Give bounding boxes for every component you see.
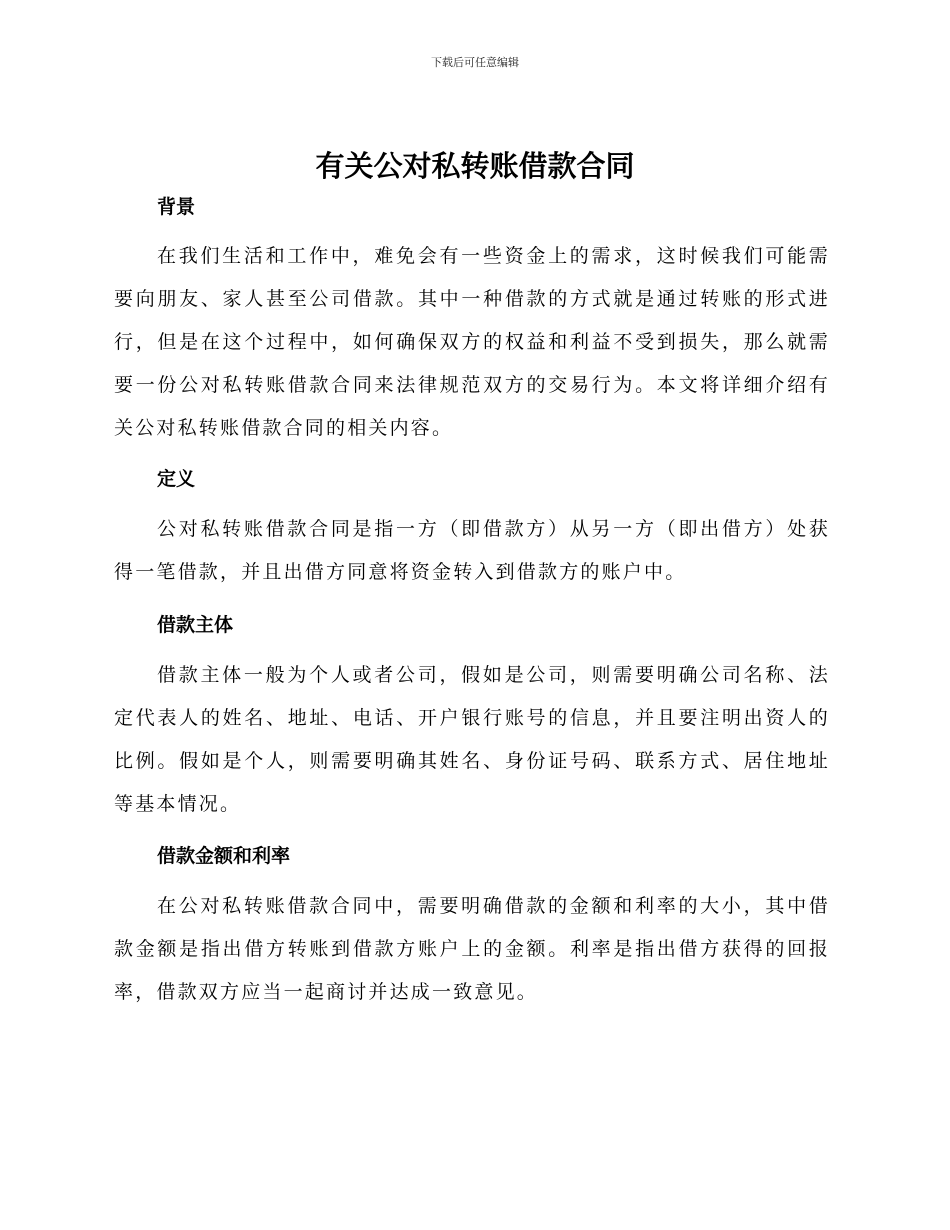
- section-heading-background: 背景: [157, 196, 196, 218]
- section-paragraph-definition: 公对私转账借款合同是指一方（即借款方）从另一方（即出借方）处获得一笔借款，并且出借方同意将资金转入到借款方的账户中。: [114, 518, 830, 583]
- header-note: 下载后可任意编辑: [431, 56, 519, 69]
- document-title: 有关公对私转账借款合同: [315, 149, 635, 183]
- section-paragraph-amount-and-rate: 在公对私转账借款合同中，需要明确借款的金额和利率的大小，其中借款金额是指出借方转账到借款方账户上的金额。利率是指出借方获得的回报率，借款双方应当一起商讨并达成一致意见。: [114, 895, 830, 1003]
- section-paragraph-background: 在我们生活和工作中，难免会有一些资金上的需求，这时候我们可能需要向朋友、家人甚至公司借款。其中一种借款的方式就是通过转账的形式进行，但是在这个过程中，如何确保双方的权益和利益不受到损失，那么就需要一份公对私转账借款合同来法律规范双方的交易行为。本文将详细介绍有关公对私转账借款合同的相关内容。: [114, 245, 830, 439]
- section-heading-amount-and-rate: 借款金额和利率: [157, 845, 291, 867]
- section-paragraph-borrowing-party: 借款主体一般为个人或者公司，假如是公司，则需要明确公司名称、法定代表人的姓名、地址、电话、开户银行账号的信息，并且要注明出资人的比例。假如是个人，则需要明确其姓名、身份证号码、联系方式、居住地址等基本情况。: [114, 664, 830, 815]
- section-heading-definition: 定义: [157, 468, 196, 490]
- section-heading-borrowing-party: 借款主体: [157, 614, 234, 636]
